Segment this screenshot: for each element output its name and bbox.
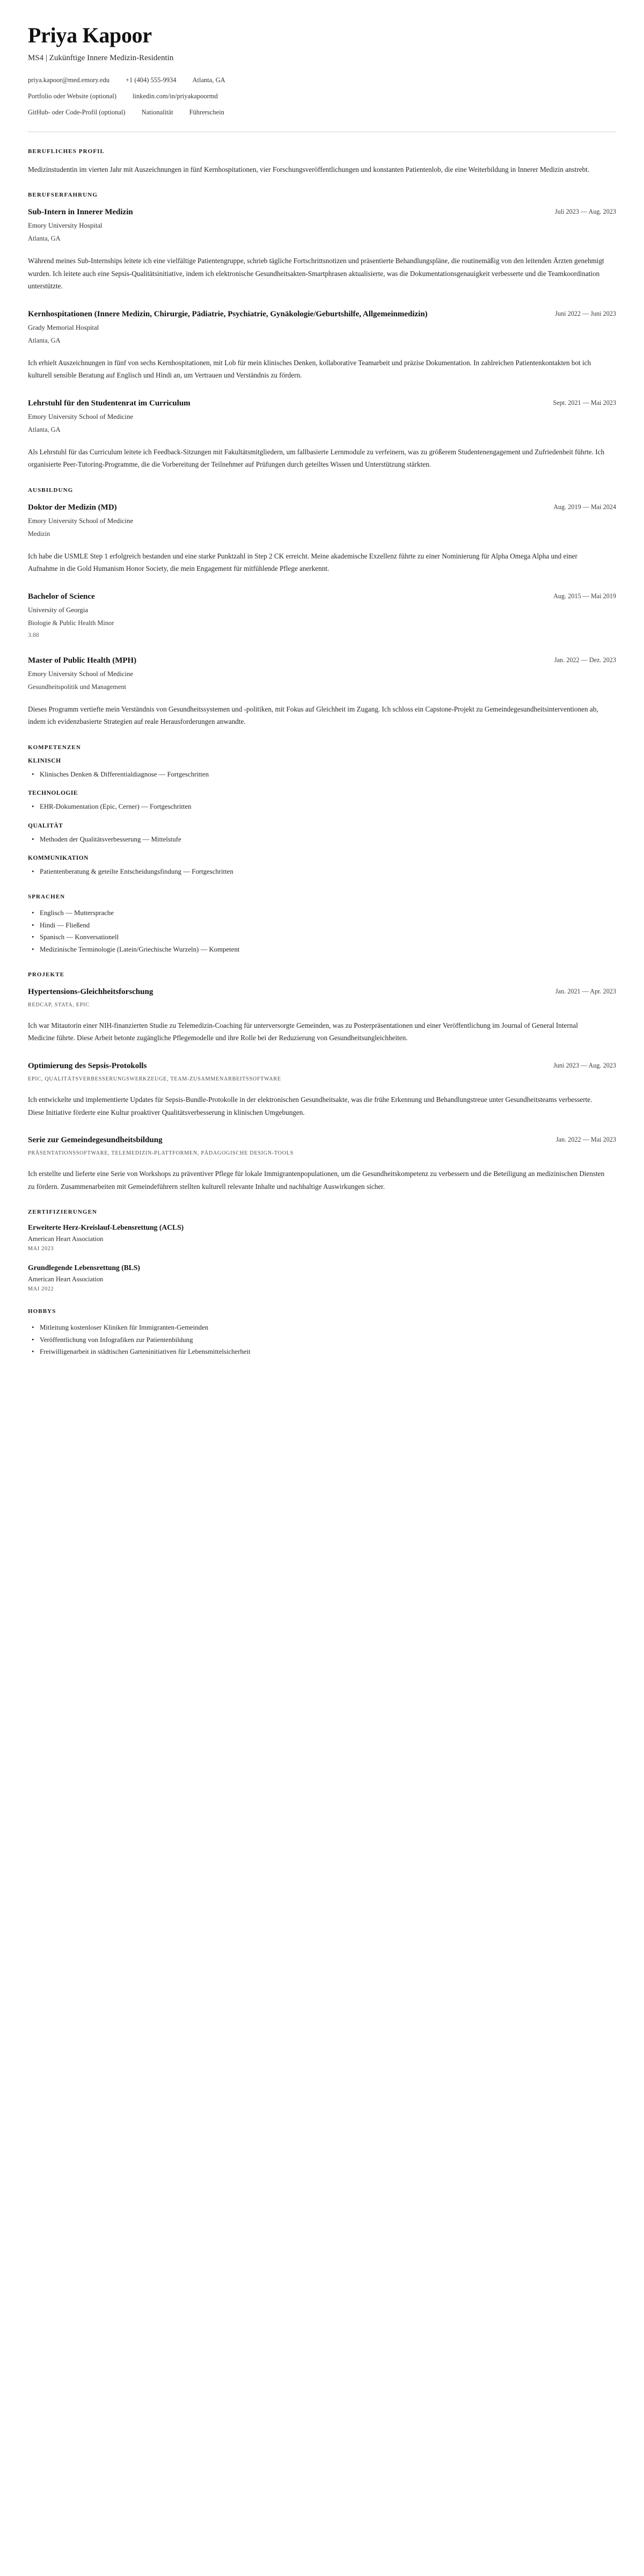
skill-item: • EHR-Dokumentation (Epic, Cerner) — Fortgeschritten [39, 801, 616, 812]
project-entry [28, 1061, 616, 1119]
hobby-list [28, 1322, 616, 1358]
certification-entry [28, 1262, 616, 1292]
project-tags: PRÄSENTATIONSSOFTWARE, TELEMEDIZIN-PLATTFORMEN, PÄDAGOGISCHE DESIGN-TOOLS [28, 1150, 294, 1157]
education-date: Aug. 2019 — Mai 2024 [553, 503, 616, 511]
email-text: priya.kapoor@med.emory.edu [28, 76, 109, 84]
project-tags: EPIC, QUALITÄTSVERBESSERUNGSWERKZEUGE, TEAM-ZUSAMMENARBEITSSOFTWARE [28, 1076, 281, 1083]
experience-date: Sept. 2021 — Mai 2023 [553, 398, 616, 407]
skill-list [28, 833, 616, 845]
certification-name: Erweiterte Herz-Kreislauf-Lebensrettung (ACLS) [28, 1223, 184, 1232]
certification-date: MAI 2022 [28, 1286, 54, 1293]
page-title: Priya Kapoor [28, 23, 152, 47]
education-entry [28, 591, 616, 639]
skill-item: • Methoden der Qualitätsverbesserung — Mittelstufe [39, 833, 616, 845]
education-description: Dieses Programm vertiefte mein Verständnis von Gesundheitssystemen und -politiken, mit Fokus auf Gleichheit im Zugang. Ich schloss ein Capstone-Projekt zu Gemeindegesundheitsinterventionen ab, indem ich evidenzbasierte Strategien auf reale Herausforderungen anwandte. [28, 705, 598, 726]
section-title-summary: BERUFLICHES PROFIL [28, 148, 105, 155]
education-field: Biologie & Public Health Minor [28, 619, 114, 627]
project-name: Optimierung des Sepsis-Protokolls [28, 1061, 147, 1070]
experience-role: Lehrstuhl für den Studentenrat im Curriculum [28, 398, 191, 408]
hobby-item: • Freiwilligenarbeit in städtischen Garteninitiativen für Lebensmittelsicherheit [39, 1346, 616, 1358]
certification-issuer: American Heart Association [28, 1235, 104, 1243]
github-text: GitHub- oder Code-Profil (optional) [28, 108, 126, 116]
experience-entry [28, 398, 616, 471]
portfolio-text: Portfolio oder Website (optional) [28, 92, 117, 100]
experience-location: Atlanta, GA [28, 336, 61, 344]
section-languages [28, 894, 616, 955]
experience-description: Während meines Sub-Internships leitete ich eine vielfältige Patientengruppe, schrieb tägliche Fortschrittsnotizen und präsentierte Behandlungspläne, die routinemäßig von den leitenden Ärzten genehmigt wurden. Ich leitete auch eine Sepsis-Qualitätsinitiative, indem ich elektronische Gesundheitsakten-Smartphrasen aktualisierte, was die Dokumentationsgenauigkeit verbesserte und die Teamkoordination unterstützte. [28, 257, 604, 291]
experience-entry-head [28, 398, 616, 409]
experience-location: Atlanta, GA [28, 235, 61, 243]
skill-group [28, 823, 616, 845]
education-entry-head [28, 502, 616, 513]
skill-list [28, 768, 616, 780]
project-description: Ich war Mitautorin einer NIH-finanzierten Studie zu Telemedizin-Coaching für unterversorgte Gemeinden, was zu Posterpräsentationen und einer Veröffentlichung im Journal of General Internal Medicine führte. Diese Arbeit betonte zugängliche Pflegemodelle und ihre Rolle bei der Reduzierung von Gesundheitsungleichheiten. [28, 1021, 578, 1042]
section-title-certifications: ZERTIFIZIERUNGEN [28, 1209, 98, 1216]
linkedin-text: linkedin.com/in/priyakapoormd [133, 92, 218, 100]
experience-entry-head [28, 207, 616, 217]
section-title-education: AUSBILDUNG [28, 487, 74, 494]
project-entry-head [28, 986, 616, 997]
education-entry [28, 655, 616, 728]
hobby-item: • Veröffentlichung von Infografiken zur Patientenbildung [39, 1334, 616, 1346]
education-field: Medizin [28, 530, 50, 538]
language-item: • Hindi — Fließend [39, 919, 616, 931]
project-name: Serie zur Gemeindegesundheitsbildung [28, 1136, 163, 1145]
certification-date: MAI 2023 [28, 1246, 54, 1252]
education-school: Emory University School of Medicine [28, 670, 134, 678]
section-skills [28, 744, 616, 878]
experience-description: Ich erhielt Auszeichnungen in fünf von sechs Kernhospitationen, mit Lob für mein klinisches Denken, kollaborative Teamarbeit und präzise Dokumentation. In zahlreichen Patientenkontakten bot ich kulturell sensible Beratung auf Englisch und Hindi an, um Vertrauen und Verständnis zu fördern. [28, 358, 591, 380]
experience-org: Emory University School of Medicine [28, 412, 134, 420]
experience-org: Emory University Hospital [28, 222, 103, 230]
section-title-hobbies: HOBBYS [28, 1308, 56, 1315]
section-education [28, 487, 616, 728]
project-date: Jan. 2021 — Apr. 2023 [555, 987, 616, 995]
skill-group [28, 758, 616, 780]
drivers-license-text: Führerschein [189, 108, 224, 116]
project-entry-head [28, 1135, 616, 1145]
summary-text: Medizinstudentin im vierten Jahr mit Auszeichnungen in fünf Kernhospitationen, vier Forschungsveröffentlichungen und konstanten Patientenlob, die eine Weiterbildung in Innerer Medizin anstrebt. [28, 165, 590, 173]
hobby-item: • Mitleitung kostenloser Kliniken für Immigranten-Gemeinden [39, 1322, 616, 1333]
education-date: Jan. 2022 — Dez. 2023 [554, 656, 616, 664]
education-entry-head [28, 655, 616, 666]
language-item: • Englisch — Muttersprache [39, 907, 616, 919]
section-hobbies [28, 1308, 616, 1358]
project-entry-head [28, 1061, 616, 1071]
skill-group-title: KLINISCH [28, 757, 61, 764]
project-description: Ich erstellte und lieferte eine Serie von Workshops zu präventiver Pflege für lokale Immigrantenpopulationen, um die Gesundheitskompetenz zu verbessern und die Beteiligung an medizinischen Diensten zu fördern. Zusammenarbeiten mit Gemeindeführern stellten kulturell relevante Inhalte und nachhaltige Auswirkungen sicher. [28, 1170, 605, 1191]
contact-row-secondary [28, 91, 616, 101]
experience-date: Juli 2023 — Aug. 2023 [554, 208, 616, 215]
section-experience [28, 192, 616, 471]
language-list [28, 907, 616, 955]
project-description: Ich entwickelte und implementierte Updates für Sepsis-Bundle-Protokolle in der elektronischen Gesundheitsakte, was die frühe Erkennung und Behandlungstreue unter Gesundheitsteams verbesserte. Diese Initiative förderte eine Kultur proaktiver Qualitätsverbesserung in klinischen Umgebungen. [28, 1095, 592, 1116]
education-degree: Bachelor of Science [28, 592, 95, 601]
phone-text: +1 (404) 555-9934 [125, 76, 177, 84]
experience-entry-head [28, 309, 616, 320]
experience-entry [28, 207, 616, 293]
experience-role: Sub-Intern in Innerer Medizin [28, 208, 133, 216]
skill-list [28, 801, 616, 812]
education-school: University of Georgia [28, 606, 89, 614]
experience-description: Als Lehrstuhl für das Curriculum leitete ich Feedback-Sitzungen mit Fakultätsmitgliedern, um fallbasierte Lernmodule zu verfeinern, was zu größerem Studentenengagement und Zufriedenheit führte. Ich organisierte Peer-Tutoring-Programme, die die Vorbereitung der Teilnehmer auf Prüfungen durch geteiltes Wissen und Unterstützung stärkten. [28, 447, 605, 469]
headline: MS4 | Zukünftige Innere Medizin-Residentin [28, 54, 174, 62]
education-entry-head [28, 591, 616, 602]
project-entry [28, 986, 616, 1044]
education-degree: Master of Public Health (MPH) [28, 656, 137, 665]
project-date: Jan. 2022 — Mai 2023 [555, 1136, 616, 1144]
section-title-languages: SPRACHEN [28, 894, 65, 901]
skill-group-title: TECHNOLOGIE [28, 790, 78, 797]
resume-header [28, 24, 616, 132]
certification-issuer: American Heart Association [28, 1275, 104, 1283]
education-school: Emory University School of Medicine [28, 517, 134, 525]
education-degree: Doktor der Medizin (MD) [28, 503, 117, 512]
section-title-projects: PROJEKTE [28, 971, 65, 978]
skill-group-title: QUALITÄT [28, 822, 63, 829]
section-summary [28, 148, 616, 176]
section-projects [28, 971, 616, 1193]
skill-item: • Klinisches Denken & Differentialdiagnose — Fortgeschritten [39, 768, 616, 780]
project-date: Juni 2023 — Aug. 2023 [553, 1061, 616, 1069]
education-entry [28, 502, 616, 575]
certification-entry [28, 1222, 616, 1252]
section-title-skills: KOMPETENZEN [28, 744, 81, 751]
skill-group [28, 855, 616, 877]
certification-name: Grundlegende Lebensrettung (BLS) [28, 1264, 140, 1272]
language-item: • Spanisch — Konversationell [39, 931, 616, 943]
education-field: Gesundheitspolitik und Management [28, 683, 127, 691]
experience-location: Atlanta, GA [28, 426, 61, 434]
section-title-experience: BERUFSERFAHRUNG [28, 192, 98, 198]
skill-item: • Patientenberatung & geteilte Entscheidungsfindung — Fortgeschritten [39, 866, 616, 877]
contact-row-tertiary [28, 107, 616, 118]
skill-list [28, 866, 616, 877]
location-text: Atlanta, GA [192, 76, 225, 84]
language-item: • Medizinische Terminologie (Latein/Griechische Wurzeln) — Kompetent [39, 944, 616, 955]
skill-group [28, 790, 616, 812]
skill-group-title: KOMMUNIKATION [28, 854, 89, 861]
education-date: Aug. 2015 — Mai 2019 [553, 592, 616, 600]
experience-entry [28, 309, 616, 382]
experience-role: Kernhospitationen (Innere Medizin, Chirurgie, Pädiatrie, Psychiatrie, Gynäkologie/Geburtshilfe, Allgemeinmedizin) [28, 309, 428, 318]
nationality-text: Nationalität [141, 108, 173, 116]
contact-row-primary [28, 75, 616, 85]
education-description: Ich habe die USMLE Step 1 erfolgreich bestanden und eine starke Punktzahl in Step 2 CK erreicht. Meine akademische Exzellenz führte zu einer Nominierung für Alpha Omega Alpha und einer Aufnahme in die Gold Humanism Honor Society, die mein Engagement für mitfühlende Pflege anerkennt. [28, 552, 577, 573]
experience-date: Juni 2022 — Juni 2023 [555, 309, 616, 317]
project-tags: REDCAP, STATA, EPIC [28, 1002, 90, 1008]
project-entry [28, 1135, 616, 1193]
experience-org: Grady Memorial Hospital [28, 323, 99, 331]
project-name: Hypertensions-Gleichheitsforschung [28, 987, 153, 996]
education-gpa: 3.88 [28, 630, 39, 638]
section-certifications [28, 1209, 616, 1292]
